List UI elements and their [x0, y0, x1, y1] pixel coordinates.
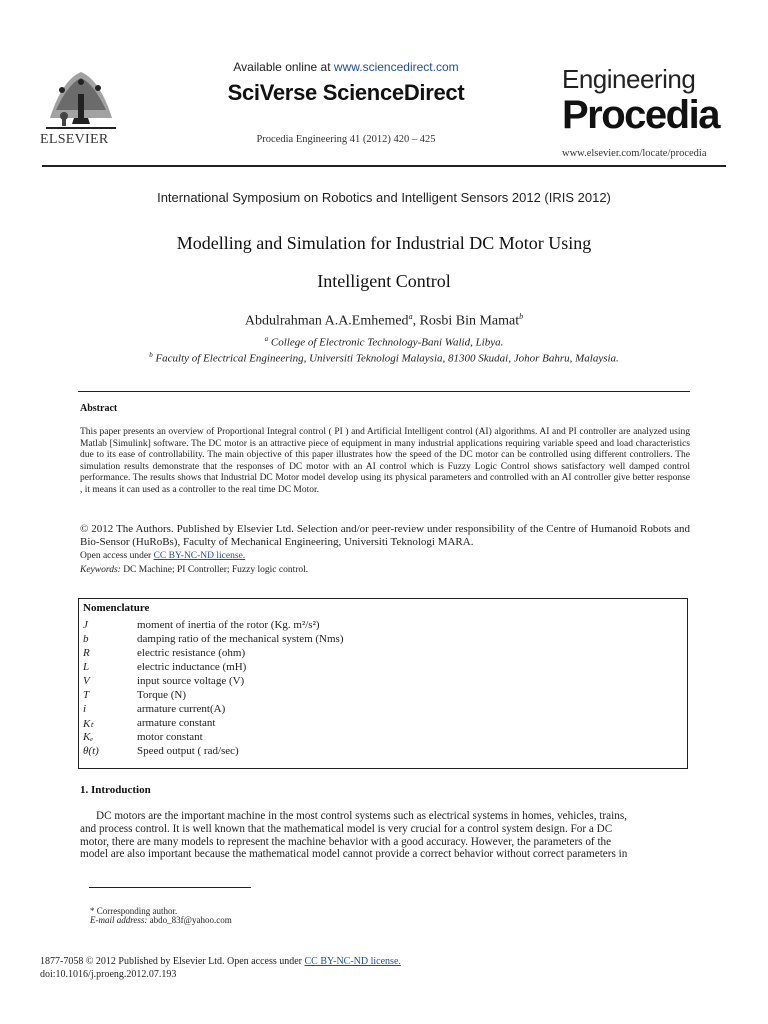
nomenclature-row — [83, 661, 683, 675]
author-1: Abdulrahman A.A.Emhemed — [244, 313, 409, 329]
paragraph-line: DC motors are the important machine in the most control systems such as electrical systems in homes, vehicles, trains, — [96, 810, 627, 822]
introduction-text — [80, 810, 690, 861]
description: electric inductance (mH) — [137, 661, 247, 673]
description: Torque (N) — [137, 689, 187, 701]
paper-title-line2: Intelligent Control — [317, 271, 451, 291]
description: armature current(A) — [137, 703, 226, 715]
paragraph-line: model are also important because the mathematical model cannot provide a correct behavior without correct parameters in — [80, 848, 628, 861]
nomenclature-row — [83, 675, 683, 689]
journal-name-line1: Engineering — [562, 64, 696, 94]
sciencedirect-link[interactable]: www.sciencedirect.com — [333, 60, 459, 74]
keywords — [80, 565, 308, 575]
symbol: θ(t) — [83, 745, 99, 757]
available-online — [222, 60, 470, 74]
footer-license-prefix: 1877-7058 © 2012 Published by Elsevier Ltd. Open access under — [40, 956, 305, 967]
affiliation-text: Faculty of Electrical Engineering, Universiti Teknologi Malaysia, 81300 Skudai, Johor Bahru, Malaysia. — [155, 352, 619, 365]
email-note — [90, 915, 232, 925]
symbol: Kₑ — [83, 731, 94, 743]
journal-reference: Procedia Engineering 41 (2012) 420 – 425 — [256, 134, 436, 145]
description: damping ratio of the mechanical system (Nms) — [137, 633, 344, 645]
author-separator: , — [412, 313, 420, 329]
symbol: i — [83, 703, 87, 715]
abstract-text: This paper presents an overview of Proportional Integral control ( PI ) and Artificial Intelligent control (AI) algorithms. AI and PI controller are analyzed using Matlab [Simulink] software. The DC motor is an attractive piece of equipment in many industrial applications requiring variable speed and load characteristics due to its ease of controllability. The main objective of this paper illustrates how the speed of the DC motor can be controlled using different controllers. The simulation results demonstrate that the responses of DC motor with an AI control which is Fuzzy Logic Control shows satisfactory well damped control performance. The results shows that Industrial DC Motor model develop using its physical parameters and controlled with an AI controller give better response , it means it can used as a controller to the real time DC Motor. — [80, 427, 690, 495]
publisher-name: ELSEVIER — [40, 132, 109, 147]
description: Speed output ( rad/sec) — [137, 745, 239, 757]
doi: doi:10.1016/j.proeng.2012.07.193 — [40, 969, 177, 980]
journal-name-line2: Procedia — [562, 93, 719, 137]
footnote-divider — [89, 887, 251, 888]
affiliation-mark: b — [149, 351, 153, 359]
description: motor constant — [137, 731, 203, 743]
nomenclature-row — [83, 689, 683, 703]
open-access-note — [80, 551, 245, 561]
symbol: Kₜ — [83, 718, 94, 730]
nomenclature-row — [83, 647, 683, 661]
author-list — [0, 312, 768, 330]
affiliation-text: College of Electronic Technology-Bani Walid, Libya. — [270, 336, 504, 349]
nomenclature-row — [83, 703, 683, 717]
footer-license-link[interactable]: CC BY-NC-ND license. — [304, 956, 401, 967]
description: moment of inertia of the rotor (Kg. m²/s²) — [137, 619, 320, 631]
nomenclature-title: Nomenclature — [83, 602, 150, 614]
description: armature constant — [137, 717, 216, 729]
section-heading: 1. Introduction — [80, 784, 151, 796]
conference-name: International Symposium on Robotics and Intelligent Sensors 2012 (IRIS 2012) — [157, 190, 611, 205]
header-divider — [42, 165, 726, 167]
nomenclature-row — [83, 717, 683, 731]
platform-name: SciVerse ScienceDirect — [227, 80, 465, 105]
email-address[interactable]: abdo_83f@yahoo.com — [147, 915, 232, 925]
elsevier-tree-logo-icon — [42, 60, 120, 132]
abstract-divider — [78, 391, 690, 392]
description: input source voltage (V) — [137, 675, 245, 687]
symbol: R — [83, 647, 90, 659]
copyright-statement: © 2012 The Authors. Published by Elsevier Ltd. Selection and/or peer-review under responsibility of the Centre of Humanoid Robots and Bio-Sensor (HuRoBs), Faculty of Mechanical Engineering, Universiti Teknologi MARA. — [80, 523, 690, 548]
symbol: J — [83, 619, 88, 631]
nomenclature-box — [78, 598, 688, 769]
description: electric resistance (ohm) — [137, 647, 246, 659]
available-prefix: Available online at — [233, 60, 331, 74]
symbol: b — [83, 633, 89, 645]
symbol: L — [83, 661, 90, 673]
journal-url[interactable]: www.elsevier.com/locate/procedia — [562, 148, 707, 159]
corresponding-author-note: * Corresponding author. — [90, 906, 178, 916]
affiliation-a — [0, 335, 768, 349]
email-label: E-mail address: — [90, 915, 148, 925]
open-access-prefix: Open access under — [80, 551, 152, 561]
nomenclature-row — [83, 633, 683, 647]
nomenclature-row — [83, 745, 683, 759]
author-1-affiliation-mark: a — [408, 312, 413, 321]
keywords-label: Keywords: — [80, 565, 121, 575]
symbol: V — [83, 675, 90, 687]
paragraph-line: motor, there are many models to represent the machine behavior with a good accuracy. However, the parameters of the — [80, 835, 612, 848]
license-link[interactable]: CC BY-NC-ND license. — [153, 551, 246, 561]
author-2-affiliation-mark: b — [519, 312, 524, 321]
abstract-heading: Abstract — [80, 403, 118, 414]
nomenclature-row — [83, 731, 683, 745]
footer-license — [40, 956, 401, 967]
keywords-list: DC Machine; PI Controller; Fuzzy logic control. — [120, 565, 309, 575]
symbol: T — [83, 689, 90, 701]
paragraph-line: and process control. It is well known that the mathematical model is very crucial for a control system design. For a DC — [80, 822, 613, 835]
author-2: Rosbi Bin Mamat — [419, 313, 520, 329]
affiliation-mark: a — [264, 335, 269, 343]
nomenclature-row — [83, 619, 683, 633]
paper-title-line1: Modelling and Simulation for Industrial DC Motor Using — [176, 233, 592, 253]
affiliation-b — [0, 351, 768, 365]
